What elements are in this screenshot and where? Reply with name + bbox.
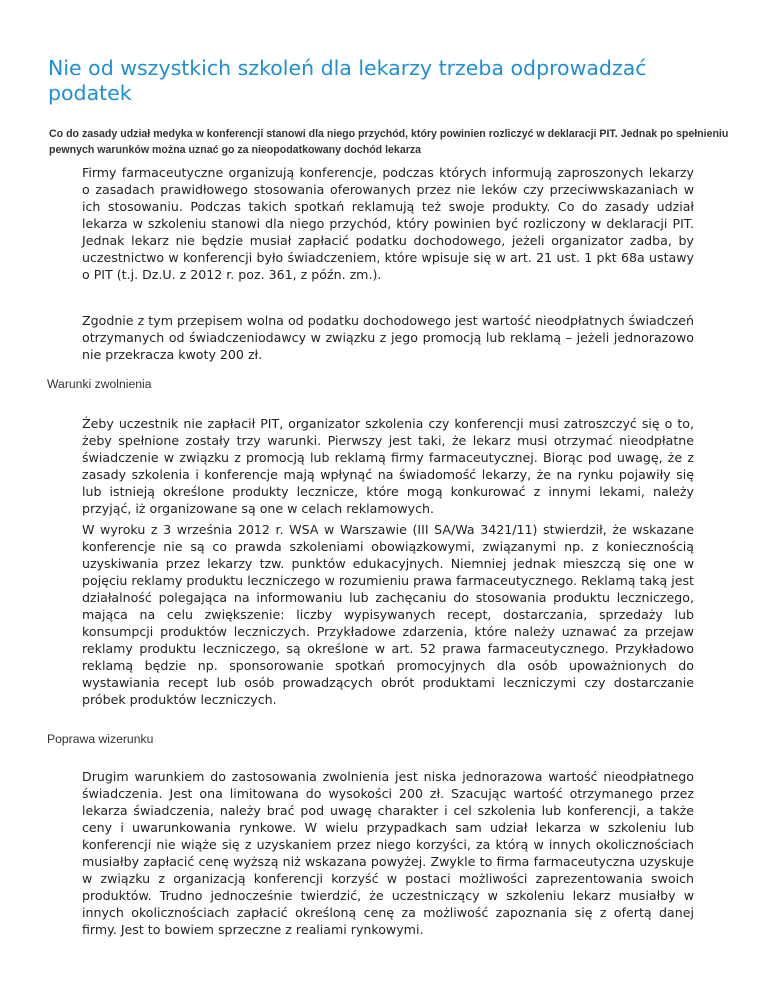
paragraph: Zgodnie z tym przepisem wolna od podatku dochodowego jest wartość nieodpłatnych świadczeń otrzymanych od świadczeniodawcy w związku z jego promocją lub reklamą – jeżeli jednorazowo nie przekracza kwoty 200 zł.: [82, 313, 694, 362]
paragraph: Drugim warunkiem do zastosowania zwolnienia jest niska jednorazowa wartość nieodpłatnego świadczenia. Jest ona limitowana do wysokości 200 zł. Szacując wartość otrzymanego przez lekarza świadczenia, należy brać pod uwagę charakter i cel szkolenia lub konferencji, a także ceny i uwarunkowania rynkowe. W wielu przypadkach sam udział lekarza w szkoleniu lub konferencji nie wiąże się z uzyskaniem przez niego korzyści, za którą w innych okolicznościach musiałby zapłacić cenę wyższą niż wskazana powyżej. Zwykle to firma farmaceutyczna uzyskuje w związku z organizacją konferencji korzyść w postaci możliwości zaprezentowania swoich produktów. Trudno jednocześnie twierdzić, że uczestniczący w szkoleniu lekarz musiałby w innych okolicznościach zapłacić określoną cenę za możliwość zapoznania się z ofertą danej firmy. Jest to bowiem sprzeczne z realiami rynkowymi.: [82, 769, 694, 937]
paragraph: W wyroku z 3 września 2012 r. WSA w Warszawie (III SA/Wa 3421/11) stwierdził, że wskazane konferencje nie są co prawda szkoleniami obowiązkowymi, związanymi np. z koniecznością uzyskiwania przez lekarzy tzw. punktów edukacyjnych. Niemniej jednak mieszczą się one w pojęciu reklamy produktu leczniczego w rozumieniu prawa farmaceutycznego. Reklamą taką jest działalność polegająca na informowaniu lub zachęcaniu do stosowania produktu leczniczego, mająca na celu zwiększenie: liczby wypisywanych recept, dostarczania, sprzedaży lub konsumpcji produktów leczniczych. Przykładowe zdarzenia, które należy uznawać za przejaw reklamy produktu leczniczego, są określone w art. 52 prawa farmaceutycznego. Przykładowo reklamą będzie np. sponsorowanie spotkań promocyjnych dla osób upoważnionych do wystawiania recept lub osób prowadzących obrót produktami leczniczymi czy dostarczanie próbek produktów leczniczych.: [82, 522, 694, 707]
article-title: Nie od wszystkich szkoleń dla lekarzy trzeba odprowadzać podatek: [48, 56, 647, 105]
paragraph: Żeby uczestnik nie zapłacił PIT, organizator szkolenia czy konferencji musi zatroszczyć się o to, żeby spełnione zostały trzy warunki. Pierwszy jest taki, że lekarz musi otrzymać nieodpłatne świadczenie w związku z promocją lub reklamą firmy farmaceutycznej. Biorąc pod uwagę, że z zasady szkolenia i konferencje mają wpłynąć na świadomość lekarzy, że na rynku pojawiły się lub istnieją określone produkty lecznicze, które mogą konkurować z innymi lekami, należy przyjąć, iż organizowane są one w celach reklamowych.: [82, 416, 694, 516]
section-heading-image: Poprawa wizerunku: [47, 732, 154, 746]
section-heading-conditions: Warunki zwolnienia: [47, 377, 152, 391]
article-lead: Co do zasady udział medyka w konferencji stanowi dla niego przychód, który powinien rozliczyć w deklaracji PIT. Jednak po spełnieniu pewnych warunków można uznać go za nieopodatkowany dochód lekarza: [49, 128, 729, 156]
paragraph: Firmy farmaceutyczne organizują konferencje, podczas których informują zaproszonych lekarzy o zasadach prawidłowego stosowania oferowanych przez nie leków czy przeciwwskazaniach w ich stosowaniu. Podczas takich spotkań reklamują też swoje produkty. Co do zasady udział lekarza w szkoleniu stanowi dla niego przychód, który powinien być rozliczony w deklaracji PIT. Jednak lekarz nie będzie musiał zapłacić podatku dochodowego, jeżeli organizator zadba, by uczestnictwo w konferencji było świadczeniem, które wpisuje się w art. 21 ust. 1 pkt 68a ustawy o PIT (t.j. Dz.U. z 2012 r. poz. 361, z późn. zm.).: [82, 165, 694, 282]
